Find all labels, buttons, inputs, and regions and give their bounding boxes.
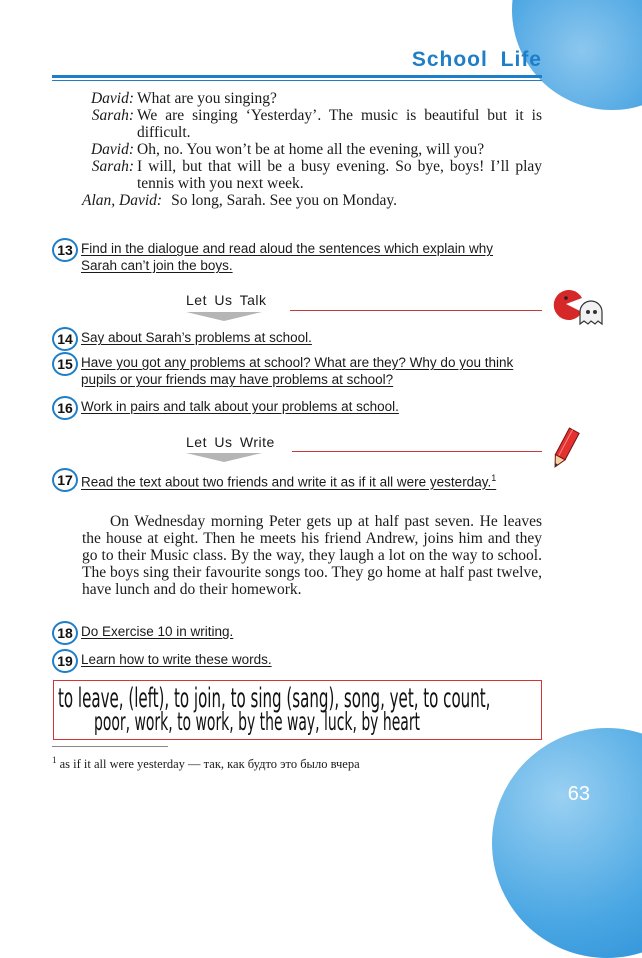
exercise-instruction-text: Read the text about two friends and write it as if it all were yesterday. bbox=[81, 474, 492, 490]
dialogue-line bbox=[82, 107, 542, 141]
footnote-mark: 1 bbox=[52, 755, 57, 765]
exercise-14 bbox=[52, 329, 532, 346]
handwriting-line-1: to leave, (left), to join, to sing (sang), song, yet, to count, bbox=[58, 683, 491, 714]
footnote-mark: 1 bbox=[491, 473, 497, 483]
speaker-name: David: bbox=[90, 141, 134, 158]
arrow-down-icon bbox=[186, 453, 262, 462]
dialogue-text: I will, but that will be a busy evening. So bye, boys! I’ll play tennis with you next week. bbox=[137, 158, 542, 192]
exercise-19 bbox=[52, 651, 532, 668]
exercise-15 bbox=[52, 354, 532, 388]
dialogue-line bbox=[82, 90, 542, 107]
exercise-number: 19 bbox=[52, 649, 78, 673]
exercise-number: 13 bbox=[52, 238, 78, 262]
exercise-instruction bbox=[81, 470, 532, 491]
page-header-title: School Life bbox=[411, 48, 542, 71]
dialogue-text: Oh, no. You won’t be at home all the evening, will you? bbox=[137, 141, 485, 158]
header-rule bbox=[52, 75, 542, 78]
exercise-number: 17 bbox=[52, 468, 78, 492]
exercise-instruction: Do Exercise 10 in writing. bbox=[81, 624, 234, 639]
handwriting-line-2: poor, work, to work, by the way, luck, by heart bbox=[94, 707, 421, 736]
exercise-instruction: Have you got any problems at school? What are they? Why do you think pupils or your friends may have problems at school? bbox=[81, 355, 514, 387]
exercise-18 bbox=[52, 623, 532, 640]
dialogue-text: We are singing ‘Yesterday’. The music is beautiful but it is difficult. bbox=[137, 107, 542, 141]
exercise-instruction: Work in pairs and talk about your problems at school. bbox=[81, 399, 399, 414]
page-number: 63 bbox=[567, 783, 590, 805]
exercise-number: 15 bbox=[52, 352, 78, 376]
exercise-number: 18 bbox=[52, 621, 78, 645]
section-title-talk: Let Us Talk bbox=[186, 292, 267, 308]
dialogue-line bbox=[82, 158, 542, 192]
exercise-instruction: Learn how to write these words. bbox=[81, 652, 272, 667]
exercise-instruction: Find in the dialogue and read aloud the sentences which explain why Sarah can’t join the boys. bbox=[81, 241, 494, 273]
pencil-icon bbox=[548, 426, 580, 472]
exercise-instruction: Say about Sarah’s problems at school. bbox=[81, 330, 312, 345]
exercise-17 bbox=[52, 470, 532, 491]
footnote-text: as if it all were yesterday — так, как будто это было вчера bbox=[59, 757, 360, 772]
corner-decoration-bottom bbox=[492, 728, 642, 958]
speaker-name: Sarah: bbox=[91, 158, 134, 175]
dialogue-text: So long, Sarah. See you on Monday. bbox=[171, 192, 397, 209]
section-rule bbox=[292, 451, 542, 452]
dialogue bbox=[82, 90, 542, 209]
speaker-name: Alan, David: bbox=[82, 192, 163, 209]
footnote bbox=[52, 755, 360, 772]
section-title-write: Let Us Write bbox=[186, 434, 275, 450]
dialogue-text: What are you singing? bbox=[137, 90, 277, 107]
pacman-icon bbox=[546, 290, 608, 330]
speaker-name: Sarah: bbox=[91, 107, 134, 124]
footnote-rule bbox=[52, 746, 168, 747]
reading-text: On Wednesday morning Peter gets up at half past seven. He leaves the house at eight. Then he meets his friend Andrew, joins him and they go to their Music class. By the way, they laugh a lot on the way to school. The boys sing their favourite songs too. They go home at half past twelve, have lunch and do their homework. bbox=[82, 513, 542, 598]
exercise-13 bbox=[52, 240, 532, 274]
exercise-16 bbox=[52, 398, 532, 415]
handwriting-box bbox=[53, 680, 542, 740]
speaker-name: David: bbox=[90, 90, 134, 107]
dialogue-line bbox=[82, 192, 542, 209]
exercise-number: 14 bbox=[52, 327, 78, 351]
section-rule bbox=[290, 310, 542, 311]
arrow-down-icon bbox=[186, 312, 262, 321]
exercise-number: 16 bbox=[52, 396, 78, 420]
dialogue-line bbox=[82, 141, 542, 158]
header-rule-thin bbox=[52, 80, 542, 81]
